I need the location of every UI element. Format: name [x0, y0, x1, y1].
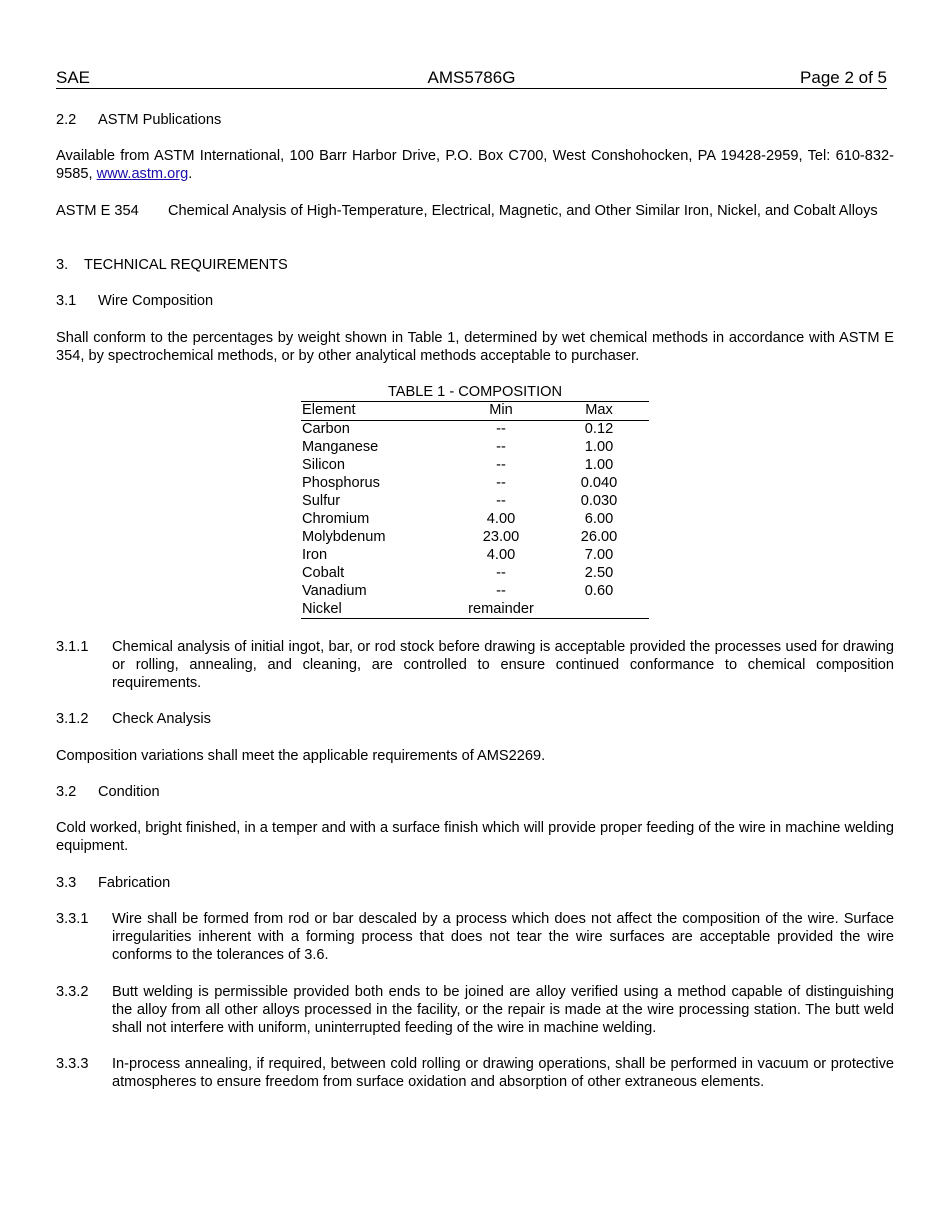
table-row	[301, 438, 649, 456]
table-cell-max: 0.040	[580, 475, 618, 491]
table-cell-max: 0.030	[580, 493, 618, 509]
table-row	[301, 420, 649, 438]
section-number: 3.3	[56, 875, 77, 891]
table-cell-min: --	[496, 565, 506, 581]
table-row	[301, 582, 649, 600]
section-3-1-1	[56, 638, 894, 692]
table-cell-min: remainder	[468, 601, 534, 617]
table-cell-max: 0.60	[584, 583, 614, 599]
table-cell-element: Carbon	[302, 421, 350, 437]
table-cell-min: 23.00	[482, 529, 520, 545]
section-3-3-heading	[56, 874, 894, 892]
section-title: Check Analysis	[112, 711, 211, 727]
section-text: Wire shall be formed from rod or bar descaled by a process which does not affect the composition of the wire. Surface irregularities inherent with a forming process that does not tear the wire surfaces are acceptable provided the wire conforms to the tolerances of 3.6.	[112, 911, 894, 963]
astm-availability-paragraph	[56, 147, 894, 183]
section-3-2-text: Cold worked, bright finished, in a temper and with a surface finish which will provide proper feeding of the wire in machine welding equipment.	[56, 820, 894, 854]
astm-e354-reference	[56, 202, 894, 238]
section-number: 3.3.2	[56, 984, 89, 1000]
table-row	[301, 600, 649, 618]
table-cell-element: Chromium	[302, 511, 370, 527]
section-text: In-process annealing, if required, between cold rolling or drawing operations, shall be performed in vacuum or protective atmospheres to ensure freedom from surface oxidation and absorption of other extraneous elements.	[112, 1056, 894, 1090]
table-cell-element: Nickel	[302, 601, 342, 617]
table-cell-min: --	[496, 583, 506, 599]
section-number: 2.2	[56, 112, 77, 128]
header-max: Max	[585, 402, 613, 418]
table-cell-max: 26.00	[580, 529, 618, 545]
header-org: SAE	[56, 68, 91, 87]
table-cell-element: Phosphorus	[302, 475, 380, 491]
table-cell-element: Silicon	[302, 457, 345, 473]
section-text: Chemical analysis of initial ingot, bar, or rod stock before drawing is acceptable provided the processes used for drawing or rolling, annealing, and cleaning, are controlled to ensure continued conformance to chemical composition requirements.	[112, 639, 894, 691]
table-cell-element: Molybdenum	[302, 529, 386, 545]
section-3-2-heading	[56, 783, 894, 801]
table-row	[301, 564, 649, 582]
section-text: Butt welding is permissible provided both ends to be joined are alloy verified using a method capable of distinguishing the alloy from all other alloys processed in the facility, or the repair is made at the wire processing station. The butt weld shall not interfere with uniform, uninterrupted feeding of the wire in machine welding.	[112, 984, 894, 1036]
astm-website-link[interactable]: www.astm.org	[96, 166, 189, 182]
table-cell-element: Sulfur	[302, 493, 341, 509]
table-cell-min: --	[496, 475, 506, 491]
section-number: 3.3.3	[56, 1056, 89, 1072]
section-number: 3.1	[56, 293, 77, 309]
table-cell-max: 6.00	[584, 511, 614, 527]
table-cell-element: Iron	[302, 547, 328, 563]
section-title: TECHNICAL REQUIREMENTS	[84, 257, 288, 273]
table-cell-min: --	[496, 439, 506, 455]
reference-title: Chemical Analysis of High-Temperature, Electrical, Magnetic, and Other Similar Iron, Nickel, and Cobalt Alloys	[168, 203, 878, 219]
table-cell-max: 2.50	[584, 565, 614, 581]
section-number: 3.3.1	[56, 911, 89, 927]
table-cell-max: 1.00	[584, 439, 614, 455]
table-cell-element: Manganese	[302, 439, 379, 455]
reference-code: ASTM E 354	[56, 203, 139, 219]
section-3-1-2-text: Composition variations shall meet the applicable requirements of AMS2269.	[56, 748, 546, 764]
section-title: Wire Composition	[98, 293, 214, 309]
table-cell-max: 1.00	[584, 457, 614, 473]
section-number: 3.2	[56, 784, 77, 800]
section-title: Condition	[98, 784, 160, 800]
section-2-2-heading	[56, 111, 894, 129]
table-cell-max: 0.12	[584, 421, 614, 437]
table-cell-min: --	[496, 493, 506, 509]
section-3-3-1	[56, 910, 894, 964]
section-title: ASTM Publications	[98, 112, 222, 128]
astm-availability-end: .	[188, 166, 193, 182]
table-cell-min: 4.00	[486, 511, 516, 527]
table-row	[301, 510, 649, 528]
table-cell-min: 4.00	[486, 547, 516, 563]
section-3-1-text: Shall conform to the percentages by weight shown in Table 1, determined by wet chemical methods in accordance with ASTM E 354, by spectrochemical methods, or by other analytical methods acceptable to purchaser.	[56, 330, 894, 364]
section-number: 3.1.1	[56, 639, 89, 655]
table-row	[301, 492, 649, 510]
section-3-3-3	[56, 1055, 894, 1091]
table-bottom-rule	[301, 618, 649, 619]
section-title: Fabrication	[98, 875, 171, 891]
table-cell-max: 7.00	[584, 547, 614, 563]
header-min: Min	[489, 402, 513, 418]
table-cell-min: --	[496, 457, 506, 473]
section-3-3-2	[56, 983, 894, 1037]
table-caption: TABLE 1 - COMPOSITION	[387, 384, 563, 400]
table-row	[301, 456, 649, 474]
page-header	[56, 68, 887, 89]
table-row	[301, 474, 649, 492]
header-doc-number: AMS5786G	[427, 68, 516, 87]
section-number: 3.	[56, 257, 69, 273]
section-number: 3.1.2	[56, 711, 89, 727]
composition-table	[301, 382, 649, 618]
header-element: Element	[302, 402, 356, 418]
section-3-1-2-heading	[56, 710, 894, 728]
section-3-1-heading	[56, 292, 894, 310]
table-cell-element: Vanadium	[302, 583, 367, 599]
table-row	[301, 528, 649, 546]
table-header-row	[301, 401, 649, 419]
table-cell-element: Cobalt	[302, 565, 345, 581]
table-row	[301, 546, 649, 564]
table-cell-min: --	[496, 421, 506, 437]
astm-availability-text: Available from ASTM International, 100 Barr Harbor Drive, P.O. Box C700, West Conshohocken, PA 19428-2959, Tel: 610-832-9585,	[56, 148, 894, 182]
header-page-number: Page 2 of 5	[800, 68, 887, 87]
section-3-heading	[56, 256, 894, 274]
